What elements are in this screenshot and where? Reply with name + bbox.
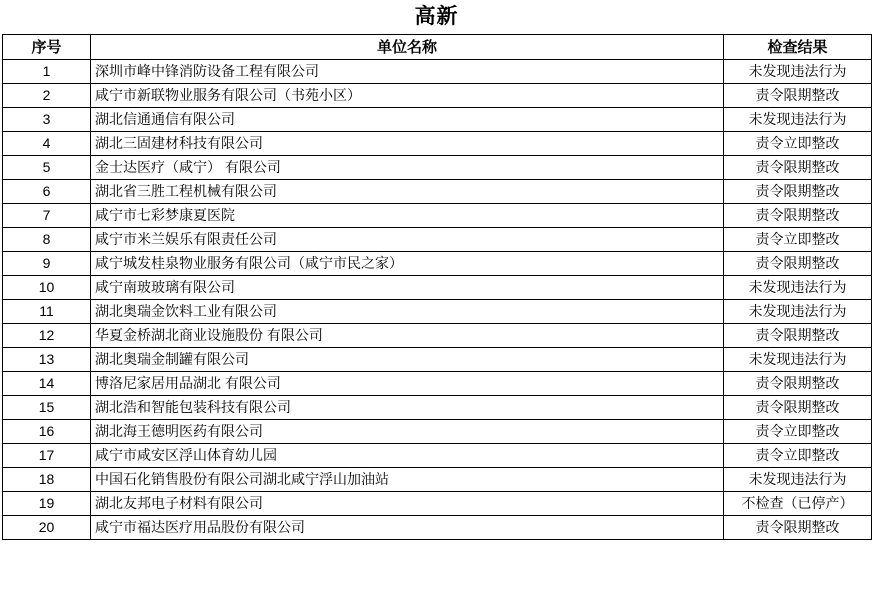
cell-index: 14 bbox=[3, 372, 91, 396]
cell-index: 16 bbox=[3, 420, 91, 444]
cell-index: 8 bbox=[3, 228, 91, 252]
cell-index: 20 bbox=[3, 516, 91, 540]
table-row bbox=[3, 492, 872, 516]
table-row bbox=[3, 228, 872, 252]
cell-index: 3 bbox=[3, 108, 91, 132]
cell-result: 责令限期整改 bbox=[724, 252, 872, 276]
table-row bbox=[3, 252, 872, 276]
cell-index: 9 bbox=[3, 252, 91, 276]
table-row bbox=[3, 60, 872, 84]
table-row bbox=[3, 84, 872, 108]
table-row bbox=[3, 324, 872, 348]
column-header-index: 序号 bbox=[3, 35, 91, 60]
cell-result: 责令限期整改 bbox=[724, 180, 872, 204]
cell-result: 未发现违法行为 bbox=[724, 276, 872, 300]
cell-result: 未发现违法行为 bbox=[724, 60, 872, 84]
cell-index: 6 bbox=[3, 180, 91, 204]
cell-index: 12 bbox=[3, 324, 91, 348]
cell-unit-name: 华夏金桥湖北商业设施股份 有限公司 bbox=[91, 324, 724, 348]
cell-result: 责令限期整改 bbox=[724, 324, 872, 348]
cell-result: 未发现违法行为 bbox=[724, 348, 872, 372]
table-row bbox=[3, 180, 872, 204]
cell-result: 责令限期整改 bbox=[724, 516, 872, 540]
cell-result: 未发现违法行为 bbox=[724, 468, 872, 492]
cell-unit-name: 咸宁市福达医疗用品股份有限公司 bbox=[91, 516, 724, 540]
cell-result: 未发现违法行为 bbox=[724, 108, 872, 132]
cell-unit-name: 中国石化销售股份有限公司湖北咸宁浮山加油站 bbox=[91, 468, 724, 492]
table-row bbox=[3, 516, 872, 540]
table-row bbox=[3, 372, 872, 396]
cell-index: 4 bbox=[3, 132, 91, 156]
table-header-row bbox=[3, 35, 872, 60]
cell-index: 11 bbox=[3, 300, 91, 324]
table-row bbox=[3, 420, 872, 444]
table-header bbox=[3, 35, 872, 60]
table-row bbox=[3, 108, 872, 132]
cell-unit-name: 湖北三固建材科技有限公司 bbox=[91, 132, 724, 156]
cell-unit-name: 博洛尼家居用品湖北 有限公司 bbox=[91, 372, 724, 396]
inspection-table bbox=[2, 34, 872, 540]
cell-result: 未发现违法行为 bbox=[724, 300, 872, 324]
cell-unit-name: 咸宁市七彩梦康夏医院 bbox=[91, 204, 724, 228]
column-header-result: 检查结果 bbox=[724, 35, 872, 60]
cell-unit-name: 金士达医疗（咸宁） 有限公司 bbox=[91, 156, 724, 180]
cell-index: 5 bbox=[3, 156, 91, 180]
cell-index: 19 bbox=[3, 492, 91, 516]
page-title: 高新 bbox=[414, 5, 459, 28]
cell-result: 责令限期整改 bbox=[724, 204, 872, 228]
cell-unit-name: 深圳市峰中锋消防设备工程有限公司 bbox=[91, 60, 724, 84]
table-row bbox=[3, 204, 872, 228]
cell-result: 责令限期整改 bbox=[724, 156, 872, 180]
cell-unit-name: 湖北友邦电子材料有限公司 bbox=[91, 492, 724, 516]
cell-unit-name: 咸宁市新联物业服务有限公司（书苑小区） bbox=[91, 84, 724, 108]
cell-result: 责令限期整改 bbox=[724, 396, 872, 420]
table-row bbox=[3, 276, 872, 300]
cell-unit-name: 咸宁市咸安区浮山体育幼儿园 bbox=[91, 444, 724, 468]
cell-unit-name: 咸宁南玻玻璃有限公司 bbox=[91, 276, 724, 300]
cell-result: 责令限期整改 bbox=[724, 372, 872, 396]
cell-index: 15 bbox=[3, 396, 91, 420]
table-row bbox=[3, 156, 872, 180]
table-row bbox=[3, 444, 872, 468]
cell-unit-name: 湖北奥瑞金饮料工业有限公司 bbox=[91, 300, 724, 324]
table-row bbox=[3, 468, 872, 492]
cell-unit-name: 咸宁城发桂泉物业服务有限公司（咸宁市民之家） bbox=[91, 252, 724, 276]
cell-index: 17 bbox=[3, 444, 91, 468]
cell-result: 责令立即整改 bbox=[724, 228, 872, 252]
cell-index: 1 bbox=[3, 60, 91, 84]
cell-unit-name: 湖北信通通信有限公司 bbox=[91, 108, 724, 132]
cell-index: 18 bbox=[3, 468, 91, 492]
cell-result: 责令立即整改 bbox=[724, 420, 872, 444]
cell-result: 责令限期整改 bbox=[724, 84, 872, 108]
cell-unit-name: 湖北浩和智能包装科技有限公司 bbox=[91, 396, 724, 420]
cell-index: 13 bbox=[3, 348, 91, 372]
table-row bbox=[3, 132, 872, 156]
cell-result: 责令立即整改 bbox=[724, 444, 872, 468]
cell-index: 7 bbox=[3, 204, 91, 228]
cell-unit-name: 湖北省三胜工程机械有限公司 bbox=[91, 180, 724, 204]
cell-index: 2 bbox=[3, 84, 91, 108]
cell-index: 10 bbox=[3, 276, 91, 300]
column-header-name: 单位名称 bbox=[91, 35, 724, 60]
table-body bbox=[3, 60, 872, 540]
cell-unit-name: 湖北海王德明医药有限公司 bbox=[91, 420, 724, 444]
cell-result: 不检查（已停产） bbox=[724, 492, 872, 516]
cell-unit-name: 湖北奥瑞金制罐有限公司 bbox=[91, 348, 724, 372]
cell-unit-name: 咸宁市米兰娱乐有限责任公司 bbox=[91, 228, 724, 252]
table-row bbox=[3, 396, 872, 420]
cell-result: 责令立即整改 bbox=[724, 132, 872, 156]
table-row bbox=[3, 348, 872, 372]
table-row bbox=[3, 300, 872, 324]
